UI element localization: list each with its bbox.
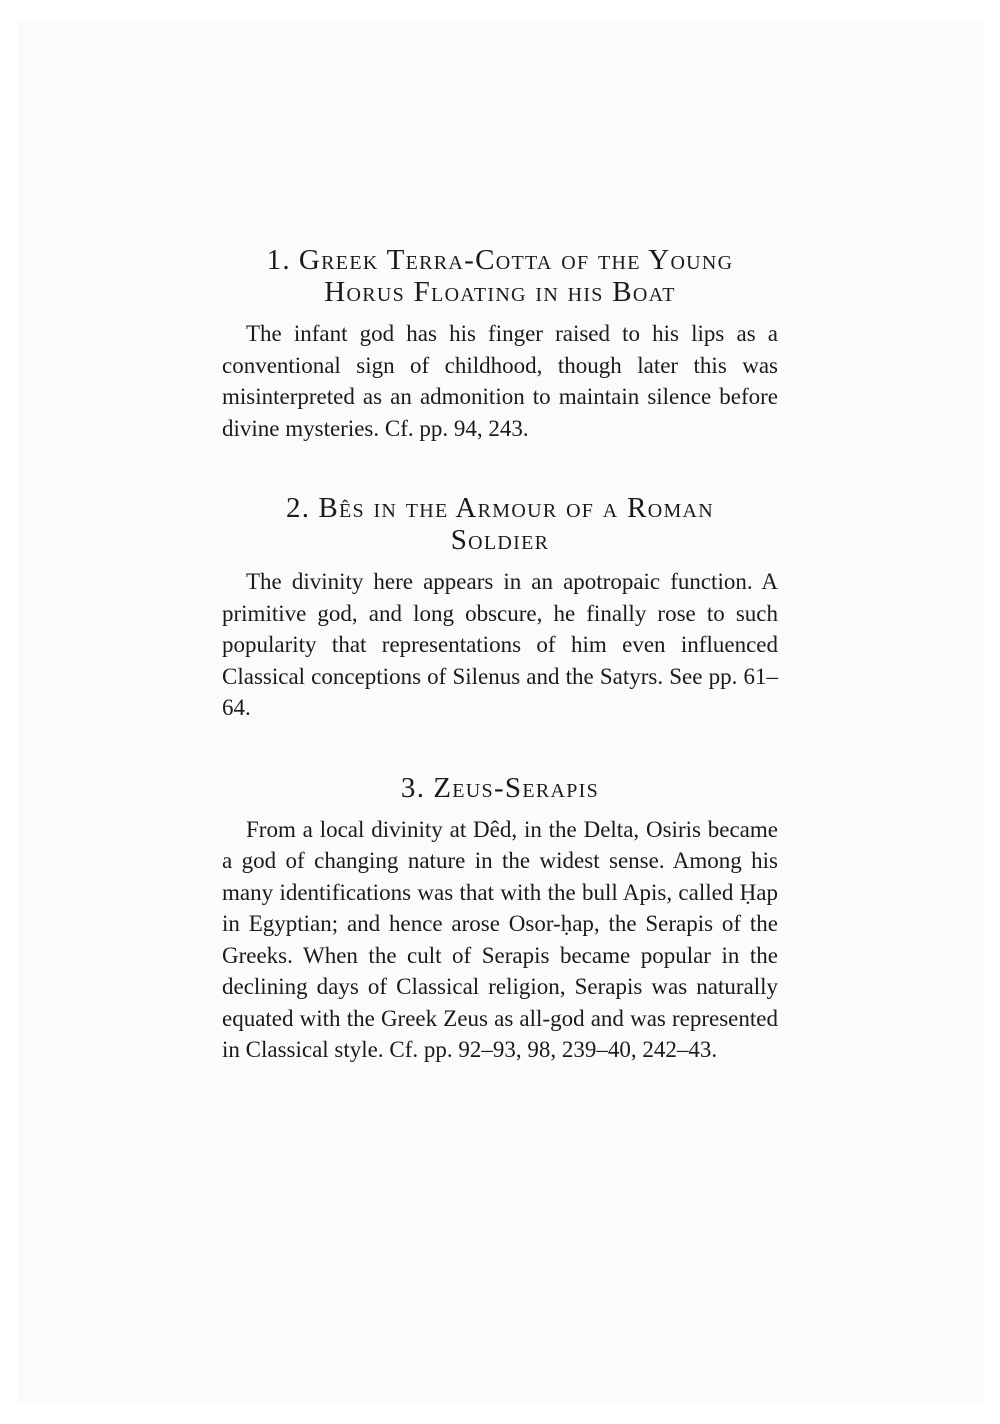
caption-2-title-line1: Bês in the Armour of a Roman xyxy=(318,492,715,524)
caption-1 xyxy=(222,244,778,444)
caption-3-title-line1: Zeus-Serapis xyxy=(433,771,600,804)
caption-3-number: 3. xyxy=(400,771,426,804)
caption-2-body: The divinity here appears in an apotropaic function. A primitive god, and long obscure, he finally rose to such popularity that representations of him even influenced Classical conceptions of Silenus and the Satyrs. See pp. 61–64. xyxy=(222,569,778,720)
caption-3-heading xyxy=(222,772,778,804)
caption-2-title-line2: Soldier xyxy=(450,524,550,556)
caption-1-body: The infant god has his finger raised to his lips as a conventional sign of childhood, though later this was misinterpreted as an admonition to maintain silence before divine mysteries. Cf. pp. 94, 243. xyxy=(222,321,778,441)
caption-1-title-line2: Horus Floating in his Boat xyxy=(324,276,676,308)
caption-1-heading xyxy=(222,244,778,308)
caption-1-title-line1: Greek Terra-Cotta of the Young xyxy=(298,244,734,276)
caption-column xyxy=(222,244,778,1066)
caption-3 xyxy=(222,772,778,1066)
caption-2-heading xyxy=(222,492,778,556)
caption-2-number: 2. xyxy=(285,492,311,524)
caption-3-body: From a local divinity at Dêd, in the Delta, Osiris became a god of changing nature in the widest sense. Among his many identifications was that with the bull Apis, called Ḥap in Egyptian; and hence arose Osor-ḥap, the Serapis of the Greeks. When the cult of Serapis became popular in the declining days of Classical religion, Serapis was naturally equated with the Greek Zeus as all-god and was represented in Classical style. Cf. pp. 92–93, 98, 239–40, 242–43. xyxy=(222,816,778,1062)
caption-2 xyxy=(222,492,778,724)
caption-1-number: 1. xyxy=(266,244,291,276)
